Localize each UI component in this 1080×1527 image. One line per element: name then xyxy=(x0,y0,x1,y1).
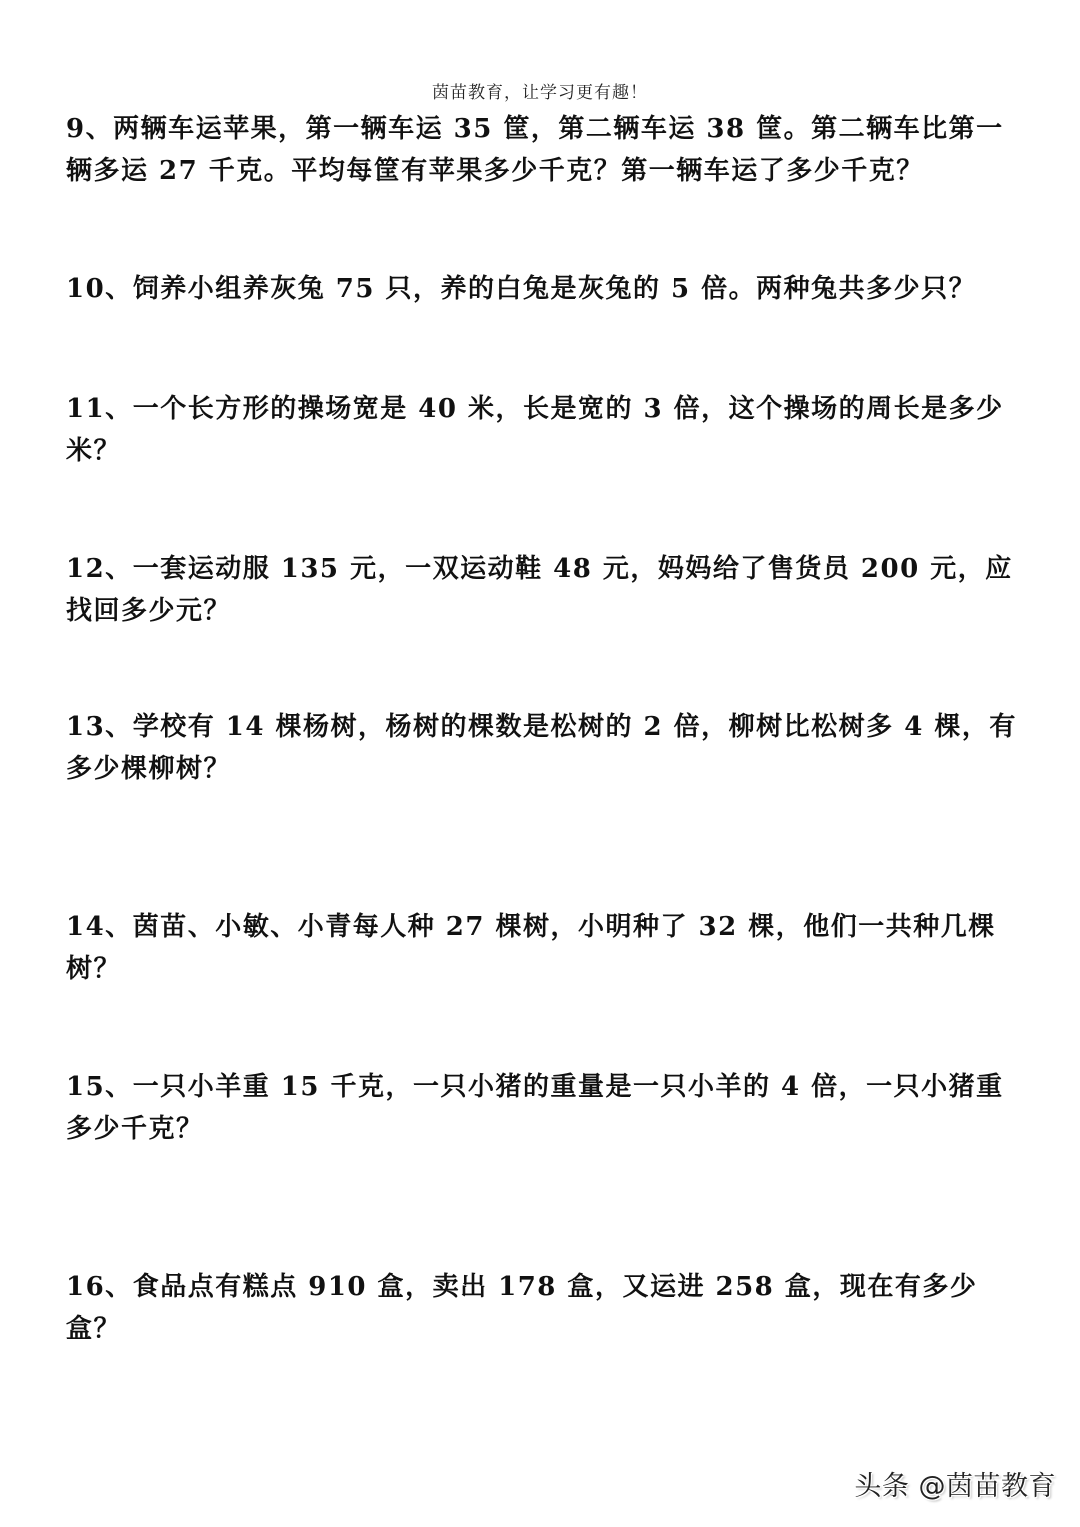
problem-number: 13、 xyxy=(66,712,133,742)
problem-10 xyxy=(66,268,1026,310)
page-header: 茵苗教育，让学习更有趣！ xyxy=(432,83,648,103)
problem-text: 一个长方形的操场宽是 40 米，长是宽的 3 倍，这个操场的周长是多少米？ xyxy=(66,394,1004,466)
problem-14 xyxy=(66,906,1026,990)
problem-text: 茵苗、小敏、小青每人种 27 棵树，小明种了 32 棵，他们一共种几棵树？ xyxy=(66,912,996,984)
problem-16 xyxy=(66,1266,1026,1350)
problem-number: 12、 xyxy=(66,554,133,584)
problem-text: 食品点有糕点 910 盒，卖出 178 盒，又运进 258 盒，现在有多少盒？ xyxy=(66,1272,978,1344)
problem-text: 饲养小组养灰兔 75 只，养的白兔是灰兔的 5 倍。两种兔共多少只？ xyxy=(132,274,977,304)
watermark: 头条 @茵苗教育 xyxy=(854,1471,1056,1502)
problem-text: 两辆车运苹果，第一辆车运 35 筐，第二辆车运 38 筐。第二辆车比第一辆多运 27 千克。平均每筐有苹果多少千克？第一辆车运了多少千克？ xyxy=(66,114,1004,186)
problem-12 xyxy=(66,548,1026,632)
problem-number: 16、 xyxy=(66,1272,133,1302)
problem-11 xyxy=(66,388,1026,472)
problem-13 xyxy=(66,706,1026,790)
problem-9 xyxy=(66,108,1026,192)
problem-15 xyxy=(66,1066,1026,1150)
problem-text: 一只小羊重 15 千克，一只小猪的重量是一只小羊的 4 倍，一只小猪重多少千克？ xyxy=(66,1072,1004,1144)
problem-text: 一套运动服 135 元，一双运动鞋 48 元，妈妈给了售货员 200 元，应找回多少元？ xyxy=(66,554,1013,626)
problem-number: 10、 xyxy=(66,274,133,304)
problem-number: 15、 xyxy=(66,1072,133,1102)
problem-number: 9、 xyxy=(66,114,114,144)
problem-text: 学校有 14 棵杨树，杨树的棵数是松树的 2 倍，柳树比松树多 4 棵，有多少棵柳树？ xyxy=(66,712,1017,784)
problem-number: 14、 xyxy=(66,912,133,942)
problem-number: 11、 xyxy=(66,394,133,424)
